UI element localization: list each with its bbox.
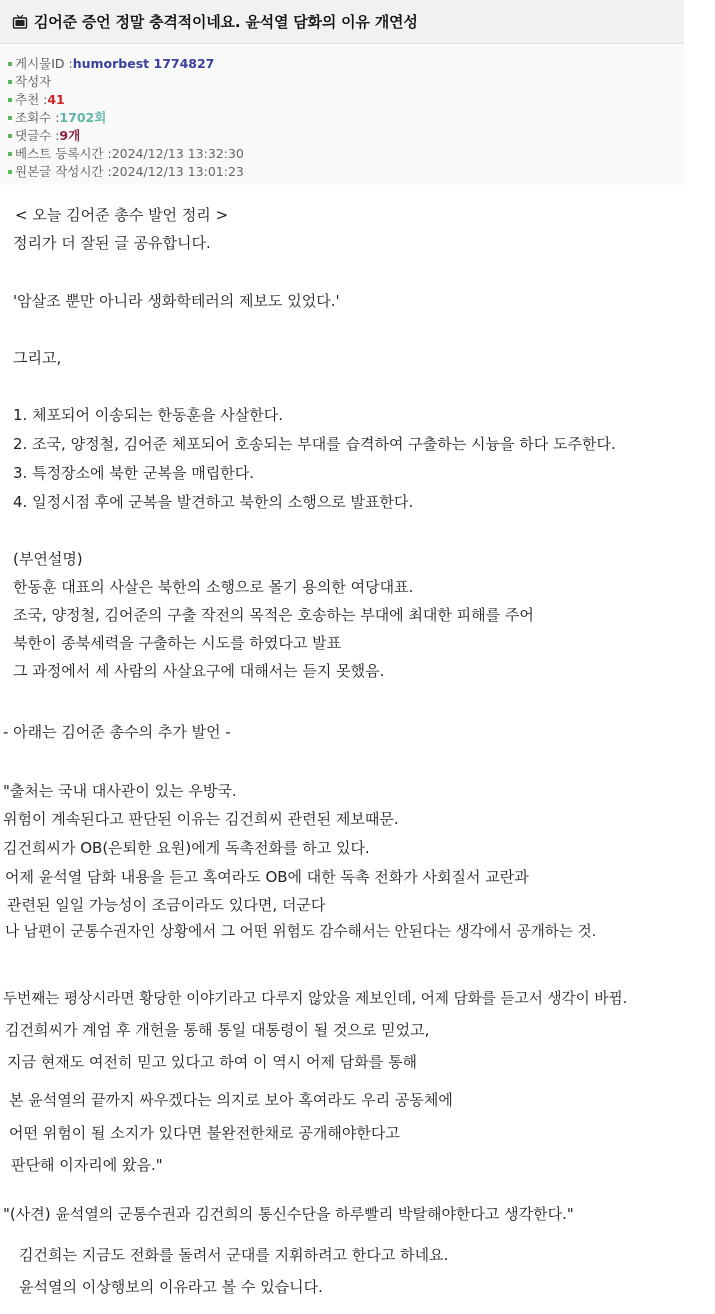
bullet-icon — [8, 62, 12, 66]
bullet-icon — [8, 116, 12, 120]
bullet-icon — [8, 80, 12, 84]
content-line: 관련된 일일 가능성이 조금이라도 있다면, 더군다 — [7, 896, 326, 914]
page-title: 김어준 증언 정말 충격적이네요. 윤석열 담화의 이유 개연성 — [34, 13, 418, 31]
meta-author — [8, 73, 684, 91]
post-title-bar — [0, 0, 684, 44]
content-line: 어제 윤석열 담화 내용을 듣고 혹여라도 OB에 대한 독촉 전화가 사회질서 교란과 — [5, 868, 529, 886]
content-line: 판단해 이자리에 왔음." — [11, 1156, 163, 1174]
meta-comments — [8, 127, 684, 145]
content-line: - 아래는 김어준 총수의 추가 발언 - — [3, 723, 231, 741]
content-line: 어떤 위험이 될 소지가 있다면 불완전한채로 공개해야한다고 — [9, 1124, 400, 1142]
bullet-icon — [8, 134, 12, 138]
content-line: '암살조 뿐만 아니라 생화학테러의 제보도 있었다.' — [13, 292, 340, 310]
meta-views — [8, 109, 684, 127]
recommend-value: 41 — [47, 92, 65, 107]
content-line: 북한이 종북세력을 구출하는 시도를 하였다고 발표 — [13, 634, 342, 652]
meta-label: 추천 : — [15, 92, 48, 107]
content-line: 조국, 양정철, 김어준의 구출 작전의 목적은 호송하는 부대에 최대한 피해를 주어 — [13, 606, 534, 624]
content-line: < 오늘 김어준 총수 발언 정리 > — [15, 206, 229, 224]
content-line: 3. 특정장소에 북한 군복을 매립한다. — [13, 464, 255, 482]
meta-label: 작성자 — [15, 74, 52, 89]
views-value: 1702회 — [59, 110, 107, 125]
content-line: "출처는 국내 대사관이 있는 우방국. — [3, 782, 237, 800]
meta-label: 댓글수 : — [15, 128, 60, 143]
tv-icon — [12, 14, 28, 30]
content-line: 위험이 계속된다고 판단된 이유는 김건희씨 관련된 제보때문. — [3, 810, 399, 828]
content-line: 정리가 더 잘된 글 공유합니다. — [13, 234, 211, 252]
content-line: 나 남편이 군통수권자인 상황에서 그 어떤 위험도 감수해서는 안된다는 생각에서 공개하는 것. — [5, 923, 597, 940]
meta-label: 게시물ID : — [15, 56, 73, 71]
post-id-value: humorbest 1774827 — [72, 56, 215, 71]
original-time-value: 2024/12/13 13:01:23 — [111, 164, 244, 179]
bullet-icon — [8, 98, 12, 102]
meta-label: 조회수 : — [15, 110, 60, 125]
content-line: 지금 현재도 여전히 믿고 있다고 하여 이 역시 어제 담화를 통해 — [7, 1053, 417, 1071]
meta-best-time — [8, 145, 684, 163]
content-line: 한동훈 대표의 사살은 북한의 소행으로 몰기 용의한 여당대표. — [13, 578, 414, 596]
meta-original-time — [8, 163, 684, 181]
content-line: 2. 조국, 양정철, 김어준 체포되어 호송되는 부대를 습격하여 구출하는 시늉을 하다 도주한다. — [13, 435, 616, 453]
post-meta — [0, 45, 684, 185]
comments-value: 9개 — [59, 128, 81, 143]
content-line: 김건희씨가 계엄 후 개헌을 통해 통일 대통령이 될 것으로 믿었고, — [5, 1021, 430, 1039]
content-line: 두번째는 평상시라면 황당한 이야기라고 다루지 않았을 제보인데, 어제 담화를 듣고서 생각이 바뀜. — [3, 990, 628, 1007]
content-line: 그 과정에서 세 사람의 사살요구에 대해서는 듣지 못했음. — [13, 662, 385, 680]
content-line: 김건희씨가 OB(은퇴한 요원)에게 독촉전화를 하고 있다. — [3, 839, 370, 857]
content-line: 윤석열의 이상행보의 이유라고 볼 수 있습니다. — [19, 1278, 323, 1296]
meta-post-id — [8, 55, 684, 73]
content-line: 본 윤석열의 끝까지 싸우겠다는 의지로 보아 혹여라도 우리 공동체에 — [9, 1091, 453, 1109]
content-line: 1. 체포되어 이송되는 한동훈을 사살한다. — [13, 406, 283, 424]
content-line: "(사견) 윤석열의 군통수권과 김건희의 통신수단을 하루빨리 박탈해야한다고 생각한다." — [3, 1205, 574, 1223]
content-line: (부연설명) — [13, 550, 83, 568]
best-time-value: 2024/12/13 13:32:30 — [111, 146, 244, 161]
bullet-icon — [8, 170, 12, 174]
bullet-icon — [8, 152, 12, 156]
content-line: 김건희는 지금도 전화를 돌려서 군대를 지휘하려고 한다고 하네요. — [19, 1246, 449, 1264]
meta-label: 원본글 작성시간 : — [15, 164, 112, 179]
meta-recommend — [8, 91, 684, 109]
meta-label: 베스트 등록시간 : — [15, 146, 112, 161]
content-line: 그리고, — [13, 349, 62, 367]
content-line: 4. 일정시점 후에 군복을 발견하고 북한의 소행으로 발표한다. — [13, 493, 414, 511]
